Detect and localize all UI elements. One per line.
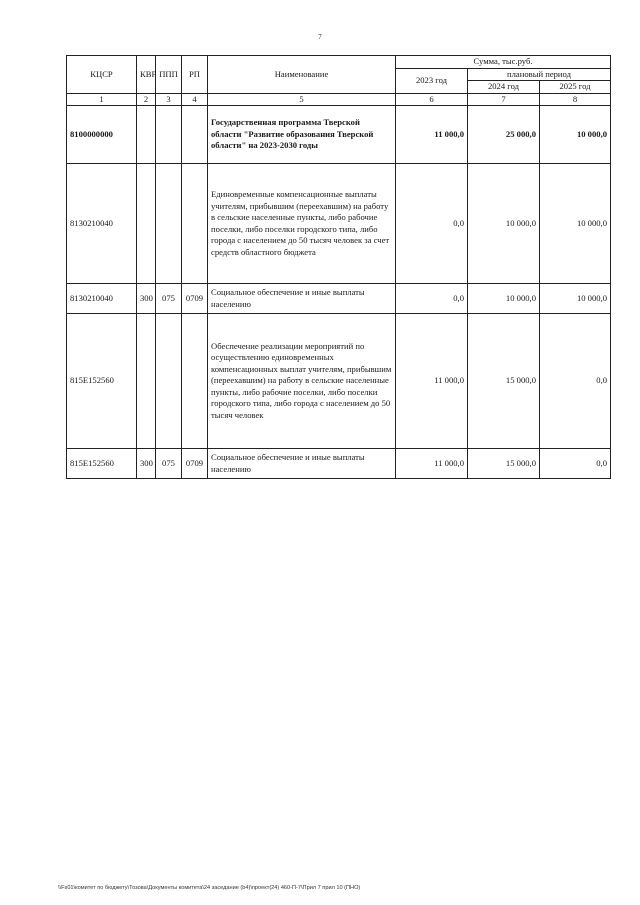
cell-2024: 25 000,0: [468, 106, 540, 164]
header-year-2023: 2023 год: [396, 68, 468, 93]
cell-rp: [182, 106, 208, 164]
column-number: 5: [208, 93, 396, 106]
cell-kcsr: 8130210040: [67, 164, 137, 284]
table-row: [67, 449, 611, 479]
cell-ppp: [156, 106, 182, 164]
column-number: 1: [67, 93, 137, 106]
cell-kvr: 300: [137, 449, 156, 479]
column-number: 7: [468, 93, 540, 106]
cell-2025: 0,0: [540, 314, 611, 449]
header-kcsr: КЦСР: [67, 56, 137, 94]
cell-kvr: 300: [137, 284, 156, 314]
cell-2023: 11 000,0: [396, 314, 468, 449]
header-rp: РП: [182, 56, 208, 94]
cell-2024: 10 000,0: [468, 284, 540, 314]
column-number: 2: [137, 93, 156, 106]
cell-2024: 10 000,0: [468, 164, 540, 284]
header-name: Наименование: [208, 56, 396, 94]
cell-name: Обеспечение реализации мероприятий по осуществлению единовременных компенсационных выплат учителям, прибывшим (переехавшим) на работу в сельские населенные пункты, либо рабочие поселки, либо поселки городского типа, либо города с населением до 50 тысяч человек: [208, 314, 396, 449]
cell-2025: 10 000,0: [540, 164, 611, 284]
cell-kcsr: 8130210040: [67, 284, 137, 314]
cell-kvr: [137, 164, 156, 284]
column-number: 6: [396, 93, 468, 106]
budget-table: [66, 55, 611, 479]
column-number: 3: [156, 93, 182, 106]
cell-name: Государственная программа Тверской области "Развитие образования Тверской области" на 2023-2030 годы: [208, 106, 396, 164]
cell-2023: 0,0: [396, 284, 468, 314]
table-row: [67, 106, 611, 164]
cell-name: Социальное обеспечение и иные выплаты населению: [208, 284, 396, 314]
cell-2023: 11 000,0: [396, 449, 468, 479]
cell-ppp: 075: [156, 449, 182, 479]
cell-name: Социальное обеспечение и иные выплаты населению: [208, 449, 396, 479]
header-kvr: КВР: [137, 56, 156, 94]
cell-2023: 11 000,0: [396, 106, 468, 164]
cell-rp: 0709: [182, 449, 208, 479]
cell-kvr: [137, 314, 156, 449]
cell-kcsr: 815E152560: [67, 314, 137, 449]
table-row: [67, 314, 611, 449]
header-planned-period: плановый период: [468, 68, 611, 81]
table-row: [67, 164, 611, 284]
cell-ppp: 075: [156, 284, 182, 314]
cell-ppp: [156, 314, 182, 449]
header-year-2025: 2025 год: [540, 81, 611, 94]
cell-2023: 0,0: [396, 164, 468, 284]
cell-kvr: [137, 106, 156, 164]
cell-2025: 0,0: [540, 449, 611, 479]
cell-2025: 10 000,0: [540, 106, 611, 164]
cell-ppp: [156, 164, 182, 284]
cell-kcsr: 8100000000: [67, 106, 137, 164]
table-row: [67, 284, 611, 314]
page-number: 7: [318, 33, 322, 41]
column-number: 4: [182, 93, 208, 106]
header-sum: Сумма, тыс.руб.: [396, 56, 611, 69]
cell-rp: 0709: [182, 284, 208, 314]
header-ppp: ППП: [156, 56, 182, 94]
cell-rp: [182, 314, 208, 449]
footer-file-path: \\Fs01\комитет по бюджету\Тозова\Документы комитета\24 заседание (b4)\проект(24) 460-П-7\Прил 7 прил 10 (ПНО): [58, 885, 361, 891]
cell-name: Единовременные компенсационные выплаты учителям, прибывшим (переехавшим) на работу в сельские населенные пункты, либо рабочие поселки, либо поселки городского типа, либо города с населением до 50 тысяч человек за счет средств областного бюджета: [208, 164, 396, 284]
header-year-2024: 2024 год: [468, 81, 540, 94]
cell-rp: [182, 164, 208, 284]
cell-2024: 15 000,0: [468, 314, 540, 449]
cell-kcsr: 815E152560: [67, 449, 137, 479]
cell-2025: 10 000,0: [540, 284, 611, 314]
column-number: 8: [540, 93, 611, 106]
cell-2024: 15 000,0: [468, 449, 540, 479]
